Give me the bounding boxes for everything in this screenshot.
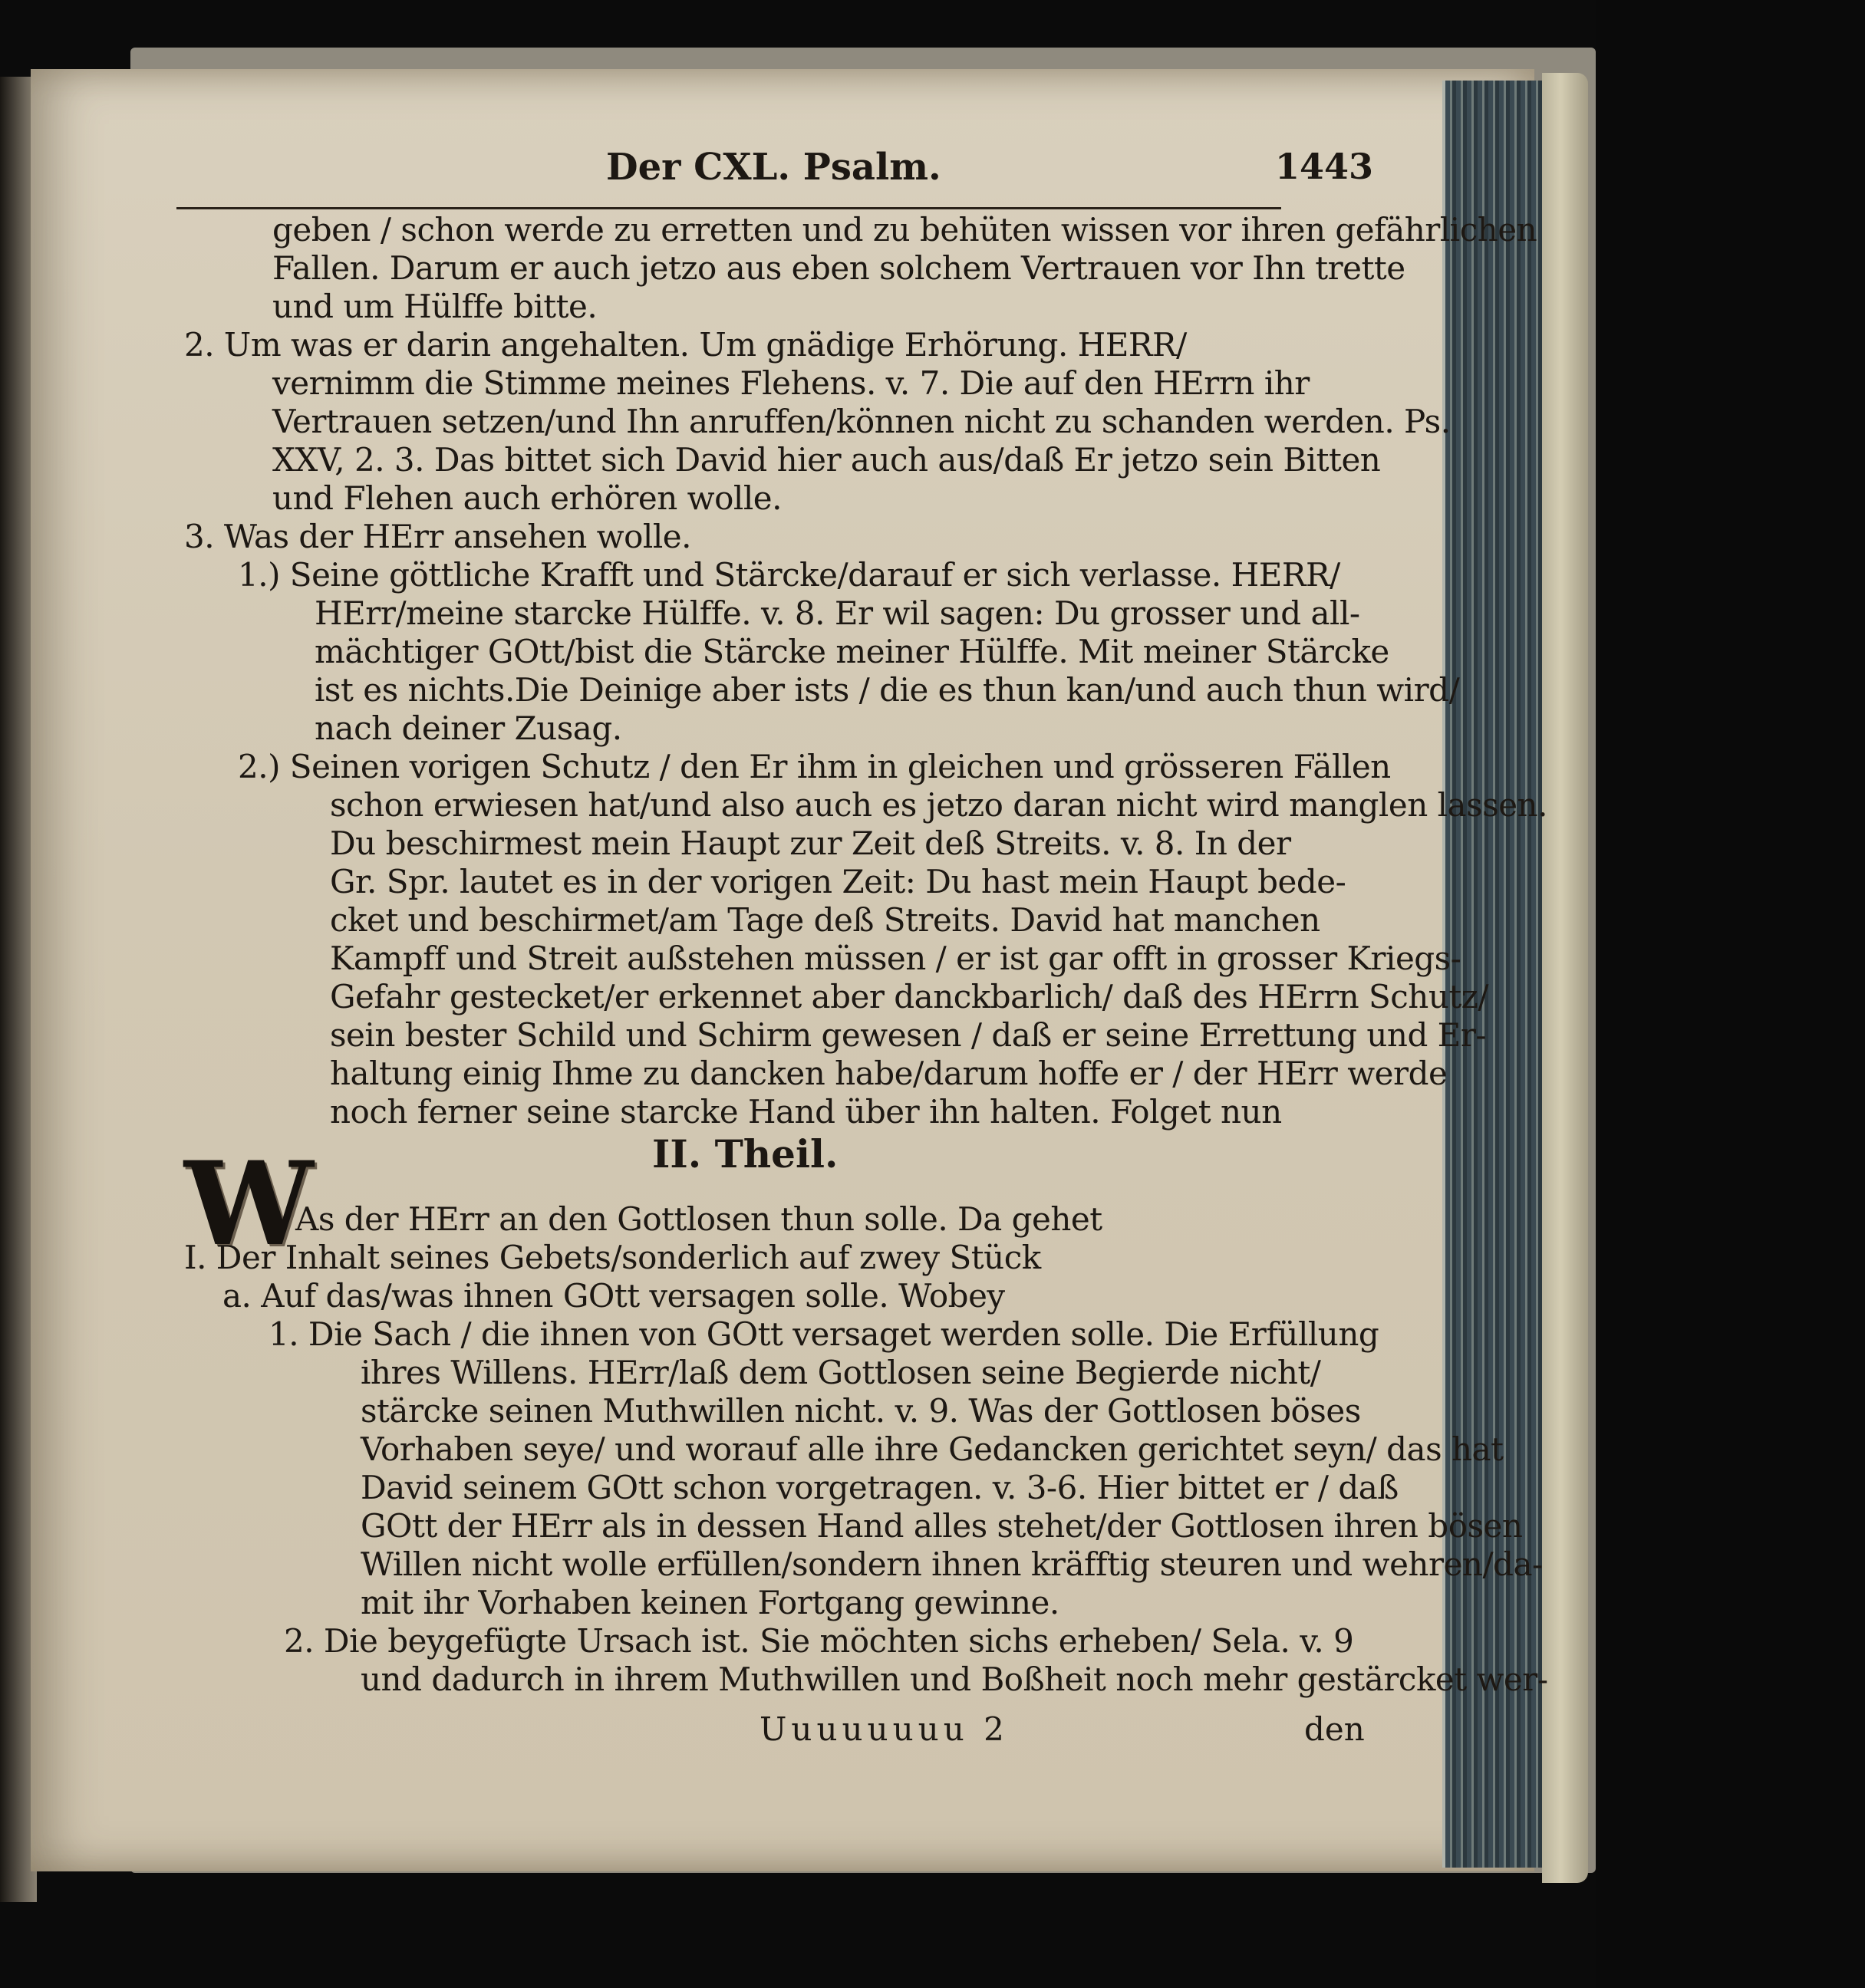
page-text-block [176, 138, 1548, 1779]
text-line: David seinem GOtt schon vorgetragen. v. 3-6. Hier bittet er / daß [361, 1469, 1399, 1506]
text-line: mächtiger GOtt/bist die Stärcke meiner Hülffe. Mit meiner Stärcke [315, 633, 1389, 670]
text-line: Vertrauen setzen/und Ihn anruffen/können nicht zu schanden werden. Ps. [272, 403, 1451, 440]
text-line: 2. Um was er darin angehalten. Um gnädige Erhörung. HERR/ [184, 326, 1187, 364]
text-line: geben / schon werde zu erretten und zu behüten wissen vor ihren gefährlichen [272, 211, 1537, 248]
drop-cap: W [184, 1137, 314, 1272]
text-line: XXV, 2. 3. Das bittet sich David hier auch aus/daß Er jetzo sein Bitten [272, 441, 1381, 479]
text-line: sein bester Schild und Schirm gewesen / daß er seine Errettung und Er- [330, 1016, 1487, 1054]
running-title: Der CXL. Psalm. [606, 146, 941, 189]
text-line: stärcke seinen Muthwillen nicht. v. 9. Was der Gottlosen böses [361, 1392, 1361, 1430]
text-line: haltung einig Ihme zu dancken habe/darum hoffe er / der HErr werde [330, 1055, 1448, 1092]
text-line: Vorhaben seye/ und worauf alle ihre Gedancken gerichtet seyn/ das hat [361, 1430, 1504, 1468]
text-line: noch ferner seine starcke Hand über ihn halten. Folget nun [330, 1093, 1282, 1131]
text-line: und Flehen auch erhören wolle. [272, 479, 782, 517]
text-line: 1. Die Sach / die ihnen von GOtt versaget werden solle. Die Erfüllung [269, 1315, 1379, 1353]
text-line: Gefahr gestecket/er erkennet aber danckbarlich/ daß des HErrn Schutz/ [330, 978, 1489, 1015]
text-line: cket und beschirmet/am Tage deß Streits. David hat manchen [330, 901, 1320, 939]
text-line: 2.) Seinen vorigen Schutz / den Er ihm in gleichen und grösseren Fällen [238, 748, 1391, 785]
text-line: 3. Was der HErr ansehen wolle. [184, 518, 691, 555]
text-line: GOtt der HErr als in dessen Hand alles stehet/der Gottlosen ihren bösen [361, 1507, 1523, 1545]
text-line: schon erwiesen hat/und also auch es jetzo daran nicht wird manglen lassen. [330, 786, 1547, 824]
text-line: Willen nicht wolle erfüllen/sondern ihnen kräfftig steuren und wehren/da- [361, 1545, 1543, 1583]
text-line: Du beschirmest mein Haupt zur Zeit deß Streits. v. 8. In der [330, 824, 1291, 862]
text-line: und dadurch in ihrem Muthwillen und Boßheit noch mehr gestärcket wer- [361, 1661, 1548, 1698]
scan-background [1596, 0, 1865, 1988]
text-line: As der HErr an den Gottlosen thun solle. Da gehet [295, 1200, 1102, 1238]
text-line: a. Auf das/was ihnen GOtt versagen solle. Wobey [222, 1277, 1005, 1315]
catchword: den [1304, 1710, 1365, 1748]
text-line: 1.) Seine göttliche Krafft und Stärcke/darauf er sich verlasse. HERR/ [238, 556, 1340, 594]
text-line: und um Hülffe bitte. [272, 288, 598, 325]
text-line: Kampff und Streit außstehen müssen / er ist gar offt in grosser Kriegs- [330, 940, 1461, 977]
binding-board [1542, 73, 1588, 1883]
text-line: HErr/meine starcke Hülffe. v. 8. Er wil sagen: Du grosser und all- [315, 594, 1360, 632]
page-header [176, 146, 1373, 192]
text-line: ihres Willens. HErr/laß dem Gottlosen seine Begierde nicht/ [361, 1354, 1321, 1391]
header-rule [176, 207, 1281, 209]
text-line: I. Der Inhalt seines Gebets/sonderlich auf zwey Stück [184, 1239, 1041, 1276]
text-line: Fallen. Darum er auch jetzo aus eben solchem Vertrauen vor Ihn trette [272, 249, 1405, 287]
text-line: mit ihr Vorhaben keinen Fortgang gewinne. [361, 1584, 1059, 1621]
text-line: nach deiner Zusag. [315, 709, 622, 747]
signature-mark: Uuuuuuuu 2 [760, 1710, 1009, 1748]
text-line: Gr. Spr. lautet es in der vorigen Zeit: Du hast mein Haupt bede- [330, 863, 1346, 900]
section-heading: II. Theil. [652, 1131, 839, 1177]
text-line: 2. Die beygefügte Ursach ist. Sie möchten sichs erheben/ Sela. v. 9 [284, 1622, 1354, 1660]
text-line: ist es nichts.Die Deinige aber ists / die es thun kan/und auch thun wird/ [315, 671, 1460, 709]
page-number: 1443 [1274, 146, 1373, 187]
text-line: vernimm die Stimme meines Flehens. v. 7. Die auf den HErrn ihr [272, 364, 1310, 402]
